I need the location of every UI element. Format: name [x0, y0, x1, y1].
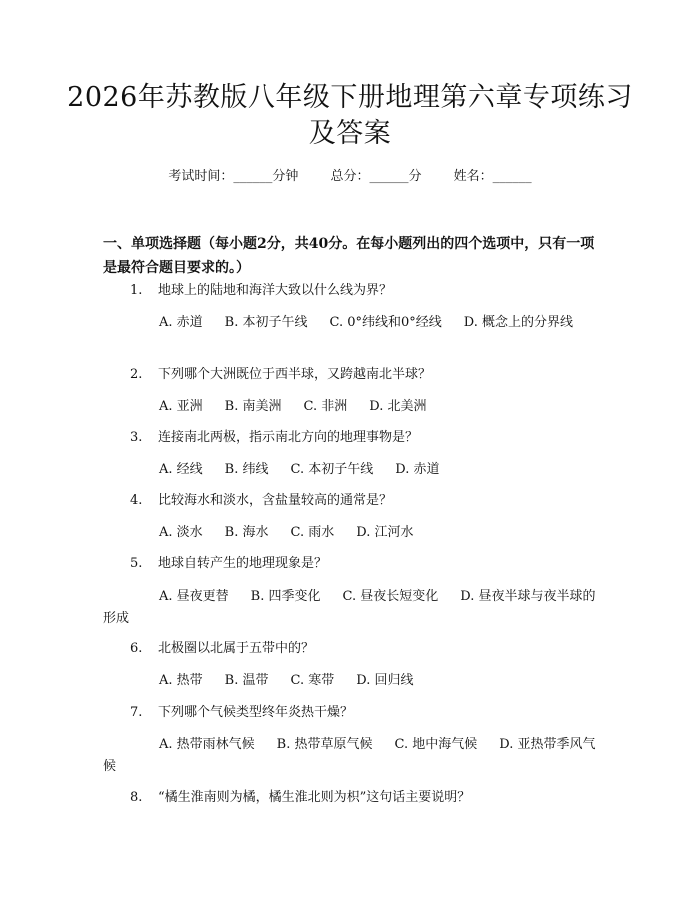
option-a: A. 热带	[159, 673, 203, 688]
option-b: B. 本初子午线	[224, 315, 308, 330]
question-7-options	[103, 734, 603, 778]
option-a: A. 赤道	[159, 315, 203, 330]
option-b: B. 海水	[224, 525, 269, 540]
option-a: A. 昼夜更替	[159, 589, 229, 604]
option-d: D. 北美洲	[369, 399, 427, 414]
question-4-options	[103, 522, 603, 544]
question-number: 8.	[130, 790, 143, 805]
question-3-options	[103, 459, 603, 481]
option-a: A. 经线	[159, 462, 203, 477]
option-b: B. 热带草原气候	[276, 737, 373, 752]
option-c: C. 地中海气候	[394, 737, 478, 752]
option-d: D. 赤道	[395, 462, 440, 477]
question-number: 5.	[130, 556, 143, 571]
question-number: 3.	[130, 430, 143, 445]
option-c: C. 昼夜长短变化	[342, 589, 439, 604]
total-score-field: 总分：______分	[330, 169, 422, 184]
student-name-field: 姓名：______	[453, 169, 532, 184]
question-6-options	[103, 670, 603, 692]
question-1-options	[103, 312, 603, 334]
question-2-options	[103, 396, 603, 418]
exam-info-line	[0, 168, 700, 186]
option-b: B. 温带	[224, 673, 269, 688]
option-b: B. 四季变化	[250, 589, 321, 604]
question-6	[130, 640, 610, 658]
question-number: 6.	[130, 641, 143, 656]
question-text: 下列哪个气候类型终年炎热干燥？	[158, 705, 354, 720]
option-b: B. 南美洲	[224, 399, 282, 414]
option-a: A. 亚洲	[159, 399, 203, 414]
question-text: 连接南北两极，指示南北方向的地理事物是？	[158, 430, 419, 445]
option-d: D. 昼夜半球与夜半球的形成	[103, 589, 596, 626]
question-number: 4.	[130, 493, 143, 508]
question-text: 比较海水和淡水，含盐量较高的通常是？	[158, 493, 393, 508]
question-number: 7.	[130, 705, 143, 720]
option-c: C. 0°纬线和0°经线	[329, 315, 442, 330]
option-d: D. 江河水	[356, 525, 414, 540]
question-text: 地球上的陆地和海洋大致以什么线为界？	[158, 283, 393, 298]
option-b: B. 纬线	[224, 462, 269, 477]
question-text: 下列哪个大洲既位于西半球，又跨越南北半球？	[158, 367, 432, 382]
option-d: D. 概念上的分界线	[463, 315, 574, 330]
question-1	[130, 282, 610, 300]
option-a: A. 淡水	[159, 525, 203, 540]
question-text: 地球自转产生的地理现象是？	[158, 556, 328, 571]
question-7	[130, 704, 610, 722]
option-c: C. 本初子午线	[290, 462, 374, 477]
exam-time-field: 考试时间：______分钟	[168, 169, 299, 184]
question-5-options	[103, 586, 603, 630]
option-c: C. 雨水	[290, 525, 335, 540]
question-number: 2.	[130, 367, 143, 382]
question-4	[130, 492, 610, 510]
question-5	[130, 555, 610, 573]
document-title: 2026年苏教版八年级下册地理第六章专项练习及答案	[67, 82, 633, 149]
question-3	[130, 429, 610, 447]
section-heading-single-choice: 一、单项选择题（每小题2分，共40分。在每小题列出的四个选项中，只有一项是最符合题目要求的。）	[103, 236, 595, 276]
question-text: “橘生淮南则为橘，橘生淮北则为枳”这句话主要说明？	[158, 790, 471, 805]
option-a: A. 热带雨林气候	[159, 737, 255, 752]
question-2	[130, 366, 610, 384]
question-number: 1.	[130, 283, 143, 298]
question-text: 北极圈以北属于五带中的？	[158, 641, 315, 656]
option-d: D. 亚热带季风气候	[103, 737, 596, 774]
question-8	[130, 789, 610, 807]
option-c: C. 寒带	[290, 673, 335, 688]
option-d: D. 回归线	[356, 673, 414, 688]
option-c: C. 非洲	[303, 399, 348, 414]
